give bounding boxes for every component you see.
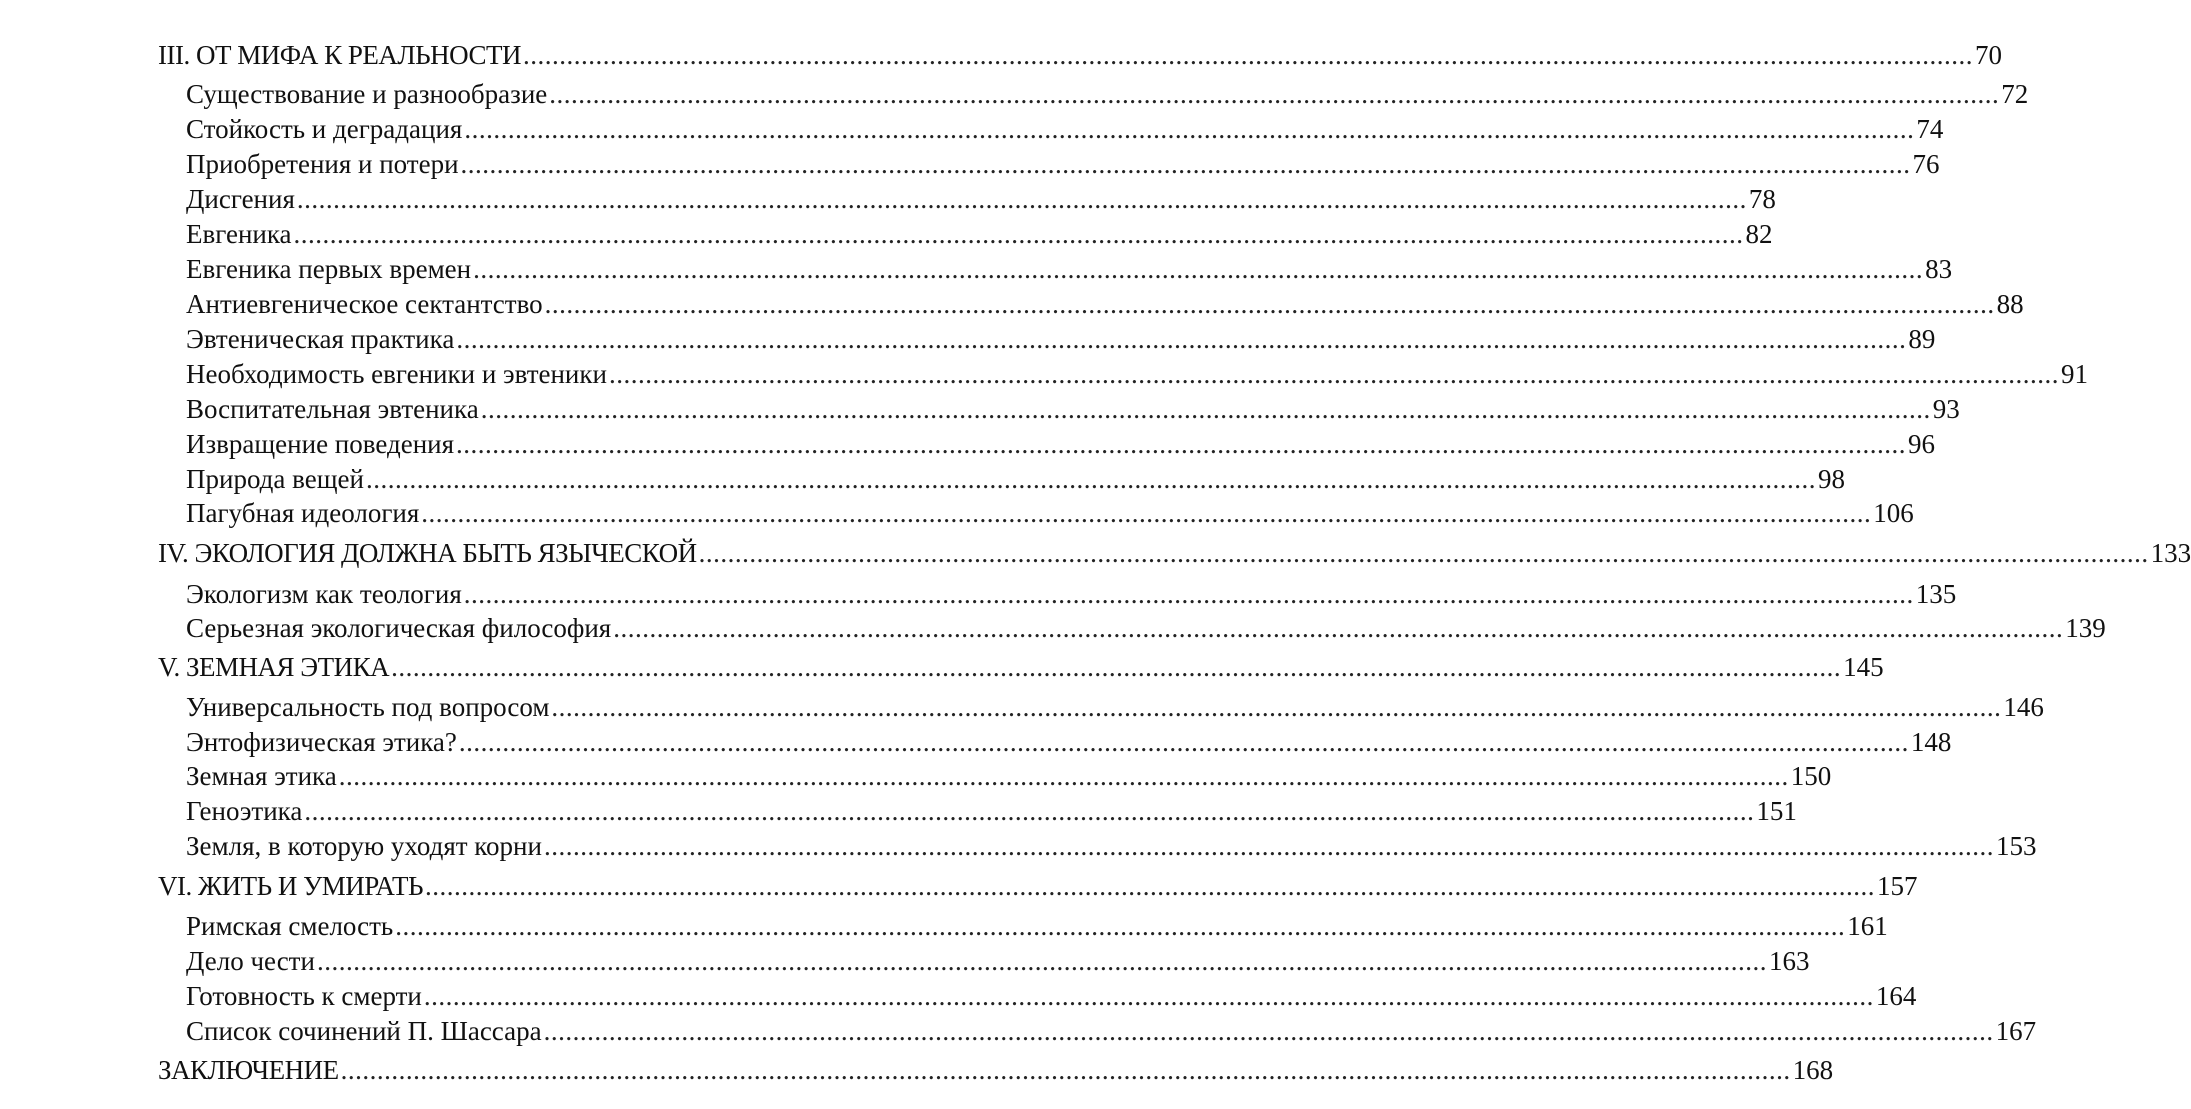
dot-leader: ........................................................................................................................................................................................................ [423,981,1874,1011]
toc-entry-page-number: 74 [1916,114,1944,144]
dot-leader: ........................................................................................................................................................................................................ [473,254,1924,284]
toc-entry-page-number: 83 [1925,254,1953,284]
toc-entry-page-number: 89 [1908,324,1936,354]
toc-section-entry [0,794,1797,828]
toc-section-entry [0,690,2044,724]
toc-entry-line [186,392,1960,426]
dot-leader: ........................................................................................................................................................................................................ [608,359,2059,389]
dot-leader: ........................................................................................................................................................................................................ [523,40,1974,70]
dot-leader: ........................................................................................................................................................................................................ [338,761,1789,791]
toc-section-entry [0,725,1952,759]
toc-entry-line [158,1053,1834,1087]
toc-entry-line [158,869,1918,903]
dot-leader: ........................................................................................................................................................................................................ [458,727,1909,757]
toc-entry-line [186,794,1797,828]
dot-leader: ........................................................................................................................................................................................................ [464,114,1915,144]
toc-entry-line [186,182,1776,216]
toc-entry-title: ЗАКЛЮЧЕНИЕ [158,1055,339,1085]
toc-entry-title: Экологизм как теология [186,579,462,609]
toc-entry-title: Список сочинений П. Шассара [186,1016,542,1046]
toc-section-entry [0,252,1953,286]
dot-leader: ........................................................................................................................................................................................................ [456,429,1907,459]
toc-section-entry [0,759,1832,793]
toc-entry-line [186,944,1810,978]
dot-leader: ........................................................................................................................................................................................................ [296,184,1747,214]
dot-leader: ........................................................................................................................................................................................................ [395,911,1846,941]
toc-entry-line [186,77,2029,111]
toc-entry-line [186,427,1936,461]
toc-entry-page-number: 153 [1995,831,2037,861]
toc-entry-line [186,462,1845,496]
toc-entry-title: Геноэтика [186,796,303,826]
toc-section-entry [0,944,1810,978]
toc-section-entry [0,427,1936,461]
toc-entry-line [186,147,1940,181]
toc-section-entry [0,979,1917,1013]
toc-entry-page-number: 76 [1912,149,1940,179]
toc-entry-title: Евгеника первых времен [186,254,472,284]
dot-leader: ........................................................................................................................................................................................................ [304,796,1755,826]
toc-entry-line [186,287,2024,321]
toc-entry-title: Универсальность под вопросом [186,692,550,722]
dot-leader: ........................................................................................................................................................................................................ [549,79,2000,109]
toc-entry-line [186,1014,2037,1048]
toc-entry-title: Воспитательная эвтеника [186,394,479,424]
toc-section-entry [0,77,2029,111]
dot-leader: ........................................................................................................................................................................................................ [551,692,2002,722]
toc-entry-line [186,112,1944,146]
toc-section-entry [0,909,1888,943]
toc-chapter-entry [0,650,1884,684]
toc-section-entry [0,217,1773,251]
toc-entry-page-number: 70 [1975,40,2003,70]
dot-leader: ........................................................................................................................................................................................................ [316,946,1767,976]
toc-entry-title: Существование и разнообразие [186,79,548,109]
toc-entry-page-number: 88 [1996,289,2024,319]
toc-entry-page-number: 157 [1876,871,1918,901]
toc-entry-page-number: 164 [1875,981,1917,1011]
toc-entry-title: Евгеника [186,219,292,249]
toc-section-entry [0,462,1845,496]
toc-chapter-entry [0,869,1918,903]
toc-entry-line [186,577,1957,611]
toc-entry-page-number: 135 [1915,579,1957,609]
toc-entry-title: Римская смелость [186,911,394,941]
toc-entry-line [186,252,1953,286]
toc-section-entry [0,182,1776,216]
dot-leader: ........................................................................................................................................................................................................ [480,394,1931,424]
toc-entry-line [158,38,2003,72]
toc-section-entry [0,287,2024,321]
toc-entry-title: V. ЗЕМНАЯ ЭТИКА [158,652,390,682]
toc-entry-page-number: 168 [1792,1055,1834,1085]
toc-section-entry [0,496,1914,530]
toc-section-entry [0,147,1940,181]
toc-entry-title: Готовность к смерти [186,981,422,1011]
toc-section-entry [0,1014,2037,1048]
dot-leader: ........................................................................................................................................................................................................ [391,652,1842,682]
toc-entry-line [158,650,1884,684]
toc-section-entry [0,829,2037,863]
toc-entry-title: Дисгения [186,184,295,214]
toc-entry-page-number: 148 [1910,727,1952,757]
toc-entry-page-number: 163 [1768,946,1810,976]
toc-section-entry [0,322,1936,356]
toc-section-entry [0,611,2106,645]
toc-entry-page-number: 167 [1995,1016,2037,1046]
toc-entry-page-number: 145 [1843,652,1884,682]
toc-section-entry [0,392,1960,426]
toc-entry-title: VI. ЖИТЬ И УМИРАТЬ [158,871,423,901]
toc-entry-line [186,611,2106,645]
toc-entry-line [186,357,2088,391]
toc-entry-line [186,217,1773,251]
toc-entry-page-number: 161 [1847,911,1888,941]
toc-chapter-entry [0,38,2003,72]
dot-leader: ........................................................................................................................................................................................................ [463,579,1914,609]
toc-entry-title: Стойкость и деградация [186,114,463,144]
dot-leader: ........................................................................................................................................................................................................ [365,464,1816,494]
dot-leader: ........................................................................................................................................................................................................ [456,324,1907,354]
toc-entry-title: Необходимость евгеники и эвтеники [186,359,607,389]
toc-chapter-entry [0,1053,1834,1087]
toc-entry-line [186,725,1952,759]
toc-entry-page-number: 150 [1790,761,1832,791]
dot-leader: ........................................................................................................................................................................................................ [421,498,1872,528]
toc-chapter-entry [0,536,2191,570]
toc-entry-page-number: 151 [1756,796,1797,826]
toc-entry-page-number: 146 [2003,692,2044,722]
toc-entry-title: Природа вещей [186,464,364,494]
toc-entry-page-number: 96 [1908,429,1936,459]
toc-entry-page-number: 139 [2065,613,2106,643]
toc-entry-page-number: 82 [1745,219,1773,249]
dot-leader: ........................................................................................................................................................................................................ [613,613,2064,643]
toc-section-entry [0,577,1957,611]
toc-entry-line [186,496,1914,530]
dot-leader: ........................................................................................................................................................................................................ [543,1016,1994,1046]
dot-leader: ........................................................................................................................................................................................................ [698,538,2149,568]
toc-entry-title: Приобретения и потери [186,149,459,179]
toc-entry-page-number: 91 [2060,359,2088,389]
dot-leader: ........................................................................................................................................................................................................ [460,149,1911,179]
toc-entry-title: Энтофизическая этика? [186,727,457,757]
toc-entry-page-number: 93 [1932,394,1960,424]
toc-entry-line [186,979,1917,1013]
toc-entry-title: Серьезная экологическая философия [186,613,612,643]
toc-entry-page-number: 72 [2001,79,2029,109]
toc-entry-title: Земля, в которую уходят корни [186,831,542,861]
toc-entry-title: Дело чести [186,946,315,976]
toc-entry-page-number: 106 [1873,498,1914,528]
toc-entry-line [186,759,1832,793]
toc-entry-page-number: 98 [1817,464,1845,494]
toc-section-entry [0,357,2088,391]
dot-leader: ........................................................................................................................................................................................................ [544,289,1995,319]
dot-leader: ........................................................................................................................................................................................................ [424,871,1875,901]
toc-entry-page-number: 133 [2150,538,2191,568]
dot-leader: ........................................................................................................................................................................................................ [293,219,1744,249]
toc-entry-title: Извращение поведения [186,429,455,459]
toc-entry-title: IV. ЭКОЛОГИЯ ДОЛЖНА БЫТЬ ЯЗЫЧЕСКОЙ [158,538,697,568]
toc-section-entry [0,112,1944,146]
dot-leader: ........................................................................................................................................................................................................ [340,1055,1791,1085]
toc-entry-line [158,536,2191,570]
toc-entry-title: Земная этика [186,761,337,791]
toc-entry-line [186,829,2037,863]
toc-entry-line [186,909,1888,943]
toc-entry-title: III. ОТ МИФА К РЕАЛЬНОСТИ [158,40,522,70]
dot-leader: ........................................................................................................................................................................................................ [543,831,1994,861]
toc-entry-title: Антиевгеническое сектантство [186,289,543,319]
toc-entry-title: Эвтеническая практика [186,324,455,354]
toc-entry-page-number: 78 [1748,184,1776,214]
toc-entry-line [186,322,1936,356]
toc-entry-line [186,690,2044,724]
toc-entry-title: Пагубная идеология [186,498,420,528]
